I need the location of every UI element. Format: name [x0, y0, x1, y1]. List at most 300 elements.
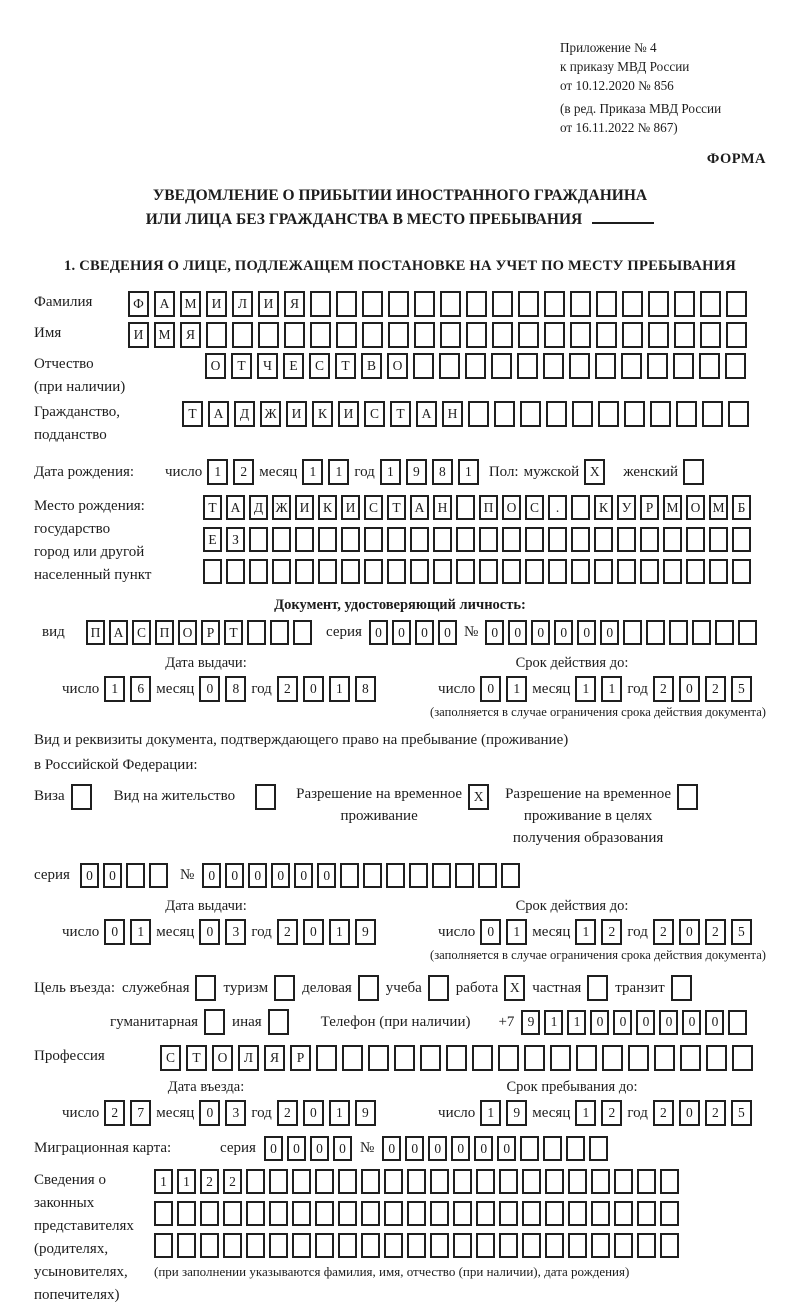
birthplace-row1-cells[interactable]: [203, 495, 751, 520]
stay-month-cells[interactable]: [575, 1100, 622, 1126]
cell-box[interactable]: [569, 353, 590, 379]
cell-box[interactable]: 0: [303, 1100, 324, 1126]
cell-box[interactable]: [310, 322, 331, 348]
cell-box[interactable]: [520, 401, 541, 427]
cell-box[interactable]: Н: [433, 495, 452, 520]
cell-box[interactable]: [479, 559, 498, 584]
cell-box[interactable]: [341, 559, 360, 584]
cell-box[interactable]: 0: [554, 620, 573, 645]
cell-box[interactable]: [518, 291, 539, 317]
cell-box[interactable]: [336, 322, 357, 348]
cell-box[interactable]: И: [286, 401, 307, 427]
cell-box[interactable]: [522, 1201, 541, 1226]
cell-box[interactable]: 0: [480, 676, 501, 702]
cell-box[interactable]: Н: [442, 401, 463, 427]
cell-box[interactable]: 1: [130, 919, 151, 945]
cell-box[interactable]: 1: [329, 1100, 350, 1126]
cell-box[interactable]: 2: [653, 1100, 674, 1126]
cell-box[interactable]: [466, 291, 487, 317]
cell-box[interactable]: [699, 353, 720, 379]
cell-box[interactable]: 9: [521, 1010, 540, 1035]
cell-box[interactable]: 0: [451, 1136, 470, 1161]
stay-day-cells[interactable]: [480, 1100, 527, 1126]
cell-box[interactable]: [295, 527, 314, 552]
cell-box[interactable]: [692, 620, 711, 645]
cell-box[interactable]: [594, 559, 613, 584]
cell-box[interactable]: 1: [575, 676, 596, 702]
visa-checkbox[interactable]: [71, 784, 92, 810]
cell-box[interactable]: 5: [731, 1100, 752, 1126]
cell-box[interactable]: [595, 353, 616, 379]
residence-expiry-day-cells[interactable]: [480, 919, 527, 945]
cell-box[interactable]: [674, 291, 695, 317]
cell-box[interactable]: 5: [731, 919, 752, 945]
cell-box[interactable]: [637, 1169, 656, 1194]
cell-box[interactable]: [223, 1233, 242, 1258]
expiry-year-cells[interactable]: [653, 676, 752, 702]
cell-box[interactable]: [430, 1233, 449, 1258]
cell-box[interactable]: [492, 291, 513, 317]
cell-box[interactable]: [126, 863, 145, 888]
cell-box[interactable]: Т: [186, 1045, 207, 1071]
cell-box[interactable]: 9: [406, 459, 427, 485]
cell-box[interactable]: 2: [705, 919, 726, 945]
cell-box[interactable]: [432, 863, 451, 888]
cell-box[interactable]: 1: [575, 919, 596, 945]
cell-box[interactable]: [363, 863, 382, 888]
cell-box[interactable]: [700, 291, 721, 317]
cell-box[interactable]: 6: [130, 676, 151, 702]
cell-box[interactable]: [683, 459, 704, 485]
cell-box[interactable]: О: [686, 495, 705, 520]
citizenship-cells[interactable]: [182, 401, 749, 427]
entry-year-cells[interactable]: [277, 1100, 376, 1126]
sex-male-checkbox[interactable]: [584, 459, 605, 485]
cell-box[interactable]: [494, 401, 515, 427]
cell-box[interactable]: С: [132, 620, 151, 645]
cell-box[interactable]: [570, 322, 591, 348]
cell-box[interactable]: 2: [104, 1100, 125, 1126]
cell-box[interactable]: [342, 1045, 363, 1071]
cell-box[interactable]: [394, 1045, 415, 1071]
cell-box[interactable]: [544, 322, 565, 348]
cell-box[interactable]: [200, 1233, 219, 1258]
cell-box[interactable]: [249, 559, 268, 584]
name-cells[interactable]: [128, 322, 747, 348]
cell-box[interactable]: 0: [590, 1010, 609, 1035]
cell-box[interactable]: А: [109, 620, 128, 645]
cell-box[interactable]: Т: [335, 353, 356, 379]
cell-box[interactable]: [637, 1233, 656, 1258]
cell-box[interactable]: Т: [182, 401, 203, 427]
cell-box[interactable]: [614, 1233, 633, 1258]
cell-box[interactable]: [413, 353, 434, 379]
cell-box[interactable]: 0: [428, 1136, 447, 1161]
cell-box[interactable]: [476, 1169, 495, 1194]
cell-box[interactable]: Ч: [257, 353, 278, 379]
cell-box[interactable]: 1: [506, 919, 527, 945]
cell-box[interactable]: 0: [333, 1136, 352, 1161]
cell-box[interactable]: Т: [387, 495, 406, 520]
cell-box[interactable]: X: [504, 975, 525, 1001]
cell-box[interactable]: [502, 559, 521, 584]
cell-box[interactable]: П: [155, 620, 174, 645]
cell-box[interactable]: 0: [225, 863, 244, 888]
birthdate-month-cells[interactable]: [302, 459, 349, 485]
cell-box[interactable]: [732, 559, 751, 584]
cell-box[interactable]: Я: [264, 1045, 285, 1071]
cell-box[interactable]: 2: [277, 919, 298, 945]
cell-box[interactable]: 1: [329, 919, 350, 945]
cell-box[interactable]: [472, 1045, 493, 1071]
cell-box[interactable]: 0: [303, 919, 324, 945]
cell-box[interactable]: [570, 291, 591, 317]
cell-box[interactable]: К: [594, 495, 613, 520]
cell-box[interactable]: [591, 1201, 610, 1226]
cell-box[interactable]: [466, 322, 487, 348]
cell-box[interactable]: 1: [329, 676, 350, 702]
cell-box[interactable]: [315, 1233, 334, 1258]
cell-box[interactable]: [384, 1169, 403, 1194]
cell-box[interactable]: 0: [480, 919, 501, 945]
cell-box[interactable]: Л: [232, 291, 253, 317]
cell-box[interactable]: [249, 527, 268, 552]
entry-day-cells[interactable]: [104, 1100, 151, 1126]
cell-box[interactable]: [715, 620, 734, 645]
cell-box[interactable]: [204, 1009, 225, 1035]
cell-box[interactable]: К: [318, 495, 337, 520]
expiry-month-cells[interactable]: [575, 676, 622, 702]
purpose-tourism-checkbox[interactable]: [274, 975, 295, 1001]
cell-box[interactable]: [269, 1169, 288, 1194]
cell-box[interactable]: [568, 1201, 587, 1226]
birthdate-year-cells[interactable]: [380, 459, 479, 485]
cell-box[interactable]: [525, 559, 544, 584]
cell-box[interactable]: 3: [225, 919, 246, 945]
cell-box[interactable]: Ф: [128, 291, 149, 317]
cell-box[interactable]: Я: [180, 322, 201, 348]
cell-box[interactable]: [341, 527, 360, 552]
cell-box[interactable]: 3: [225, 1100, 246, 1126]
cell-box[interactable]: И: [341, 495, 360, 520]
cell-box[interactable]: X: [468, 784, 489, 810]
cell-box[interactable]: [648, 291, 669, 317]
cell-box[interactable]: 1: [177, 1169, 196, 1194]
cell-box[interactable]: [647, 353, 668, 379]
cell-box[interactable]: [338, 1201, 357, 1226]
doc-kind-cells[interactable]: [86, 620, 312, 645]
cell-box[interactable]: 0: [369, 620, 388, 645]
cell-box[interactable]: [726, 322, 747, 348]
cell-box[interactable]: 1: [302, 459, 323, 485]
cell-box[interactable]: [315, 1169, 334, 1194]
cell-box[interactable]: [637, 1201, 656, 1226]
cell-box[interactable]: 8: [432, 459, 453, 485]
cell-box[interactable]: 0: [392, 620, 411, 645]
cell-box[interactable]: [709, 559, 728, 584]
cell-box[interactable]: 0: [103, 863, 122, 888]
cell-box[interactable]: [409, 863, 428, 888]
cell-box[interactable]: 9: [355, 1100, 376, 1126]
cell-box[interactable]: Б: [732, 495, 751, 520]
cell-box[interactable]: [660, 1233, 679, 1258]
cell-box[interactable]: 1: [575, 1100, 596, 1126]
cell-box[interactable]: У: [617, 495, 636, 520]
cell-box[interactable]: [361, 1201, 380, 1226]
cell-box[interactable]: [336, 291, 357, 317]
cell-box[interactable]: [358, 975, 379, 1001]
cell-box[interactable]: 0: [682, 1010, 701, 1035]
cell-box[interactable]: М: [663, 495, 682, 520]
cell-box[interactable]: [706, 1045, 727, 1071]
cell-box[interactable]: [571, 559, 590, 584]
cell-box[interactable]: [660, 1169, 679, 1194]
cell-box[interactable]: 0: [508, 620, 527, 645]
cell-box[interactable]: [524, 1045, 545, 1071]
cell-box[interactable]: [274, 975, 295, 1001]
cell-box[interactable]: [543, 1136, 562, 1161]
cell-box[interactable]: [596, 322, 617, 348]
cell-box[interactable]: [499, 1201, 518, 1226]
cell-box[interactable]: [388, 291, 409, 317]
expiry-day-cells[interactable]: [480, 676, 527, 702]
cell-box[interactable]: [430, 1201, 449, 1226]
cell-box[interactable]: Ж: [272, 495, 291, 520]
cell-box[interactable]: З: [226, 527, 245, 552]
cell-box[interactable]: .: [548, 495, 567, 520]
cell-box[interactable]: [479, 527, 498, 552]
cell-box[interactable]: [572, 401, 593, 427]
cell-box[interactable]: [654, 1045, 675, 1071]
cell-box[interactable]: [246, 1169, 265, 1194]
cell-box[interactable]: [433, 527, 452, 552]
cell-box[interactable]: [591, 1169, 610, 1194]
cell-box[interactable]: 0: [80, 863, 99, 888]
cell-box[interactable]: [677, 784, 698, 810]
cell-box[interactable]: [676, 401, 697, 427]
cell-box[interactable]: [628, 1045, 649, 1071]
cell-box[interactable]: [361, 1233, 380, 1258]
cell-box[interactable]: [571, 495, 590, 520]
cell-box[interactable]: В: [361, 353, 382, 379]
cell-box[interactable]: И: [338, 401, 359, 427]
cell-box[interactable]: [455, 863, 474, 888]
purpose-transit-checkbox[interactable]: [671, 975, 692, 1001]
cell-box[interactable]: [338, 1169, 357, 1194]
cell-box[interactable]: 2: [200, 1169, 219, 1194]
residence-permit-checkbox[interactable]: [255, 784, 276, 810]
cell-box[interactable]: 1: [380, 459, 401, 485]
cell-box[interactable]: [272, 527, 291, 552]
cell-box[interactable]: [315, 1201, 334, 1226]
cell-box[interactable]: О: [212, 1045, 233, 1071]
cell-box[interactable]: [386, 863, 405, 888]
cell-box[interactable]: Е: [283, 353, 304, 379]
cell-box[interactable]: О: [205, 353, 226, 379]
cell-box[interactable]: 9: [355, 919, 376, 945]
cell-box[interactable]: [269, 1233, 288, 1258]
cell-box[interactable]: Р: [290, 1045, 311, 1071]
cell-box[interactable]: [430, 1169, 449, 1194]
cell-box[interactable]: [433, 559, 452, 584]
cell-box[interactable]: М: [180, 291, 201, 317]
cell-box[interactable]: 0: [317, 863, 336, 888]
cell-box[interactable]: С: [364, 495, 383, 520]
cell-box[interactable]: 0: [264, 1136, 283, 1161]
cell-box[interactable]: О: [502, 495, 521, 520]
cell-box[interactable]: [446, 1045, 467, 1071]
cell-box[interactable]: 0: [303, 676, 324, 702]
cell-box[interactable]: [362, 291, 383, 317]
cell-box[interactable]: [728, 1010, 747, 1035]
cell-box[interactable]: 2: [223, 1169, 242, 1194]
cell-box[interactable]: [614, 1201, 633, 1226]
birthplace-row3-cells[interactable]: [203, 559, 751, 584]
residence-expiry-month-cells[interactable]: [575, 919, 622, 945]
temp-permit-checkbox[interactable]: [468, 784, 489, 810]
cell-box[interactable]: [318, 527, 337, 552]
cell-box[interactable]: [414, 322, 435, 348]
cell-box[interactable]: 0: [202, 863, 221, 888]
cell-box[interactable]: [492, 322, 513, 348]
cell-box[interactable]: О: [178, 620, 197, 645]
cell-box[interactable]: [550, 1045, 571, 1071]
cell-box[interactable]: И: [128, 322, 149, 348]
cell-box[interactable]: [456, 495, 475, 520]
cell-box[interactable]: [453, 1169, 472, 1194]
cell-box[interactable]: [410, 559, 429, 584]
cell-box[interactable]: [568, 1233, 587, 1258]
cell-box[interactable]: [364, 527, 383, 552]
cell-box[interactable]: [258, 322, 279, 348]
cell-box[interactable]: А: [410, 495, 429, 520]
cell-box[interactable]: [623, 620, 642, 645]
cell-box[interactable]: [428, 975, 449, 1001]
cell-box[interactable]: [476, 1201, 495, 1226]
cell-box[interactable]: [177, 1201, 196, 1226]
cell-box[interactable]: И: [206, 291, 227, 317]
cell-box[interactable]: Д: [234, 401, 255, 427]
cell-box[interactable]: [387, 527, 406, 552]
cell-box[interactable]: [468, 401, 489, 427]
cell-box[interactable]: [686, 559, 705, 584]
cell-box[interactable]: [203, 559, 222, 584]
cell-box[interactable]: 1: [480, 1100, 501, 1126]
cell-box[interactable]: 2: [705, 676, 726, 702]
cell-box[interactable]: 1: [506, 676, 527, 702]
cell-box[interactable]: [589, 1136, 608, 1161]
cell-box[interactable]: [440, 322, 461, 348]
cell-box[interactable]: 5: [731, 676, 752, 702]
cell-box[interactable]: К: [312, 401, 333, 427]
cell-box[interactable]: [268, 1009, 289, 1035]
cell-box[interactable]: [407, 1233, 426, 1258]
cell-box[interactable]: 0: [577, 620, 596, 645]
cell-box[interactable]: [648, 322, 669, 348]
cell-box[interactable]: [292, 1233, 311, 1258]
cell-box[interactable]: [546, 401, 567, 427]
cell-box[interactable]: [640, 527, 659, 552]
cell-box[interactable]: Т: [203, 495, 222, 520]
entry-month-cells[interactable]: [199, 1100, 246, 1126]
cell-box[interactable]: [310, 291, 331, 317]
cell-box[interactable]: [702, 401, 723, 427]
cell-box[interactable]: [566, 1136, 585, 1161]
cell-box[interactable]: [149, 863, 168, 888]
cell-box[interactable]: 2: [601, 1100, 622, 1126]
cell-box[interactable]: [340, 863, 359, 888]
cell-box[interactable]: [284, 322, 305, 348]
cell-box[interactable]: 0: [382, 1136, 401, 1161]
cell-box[interactable]: А: [416, 401, 437, 427]
cell-box[interactable]: [598, 401, 619, 427]
migration-number-cells[interactable]: [382, 1136, 608, 1161]
cell-box[interactable]: [650, 401, 671, 427]
cell-box[interactable]: [602, 1045, 623, 1071]
cell-box[interactable]: С: [309, 353, 330, 379]
cell-box[interactable]: [292, 1169, 311, 1194]
cell-box[interactable]: [568, 1169, 587, 1194]
cell-box[interactable]: [640, 559, 659, 584]
cell-box[interactable]: 0: [287, 1136, 306, 1161]
cell-box[interactable]: Т: [390, 401, 411, 427]
cell-box[interactable]: [272, 559, 291, 584]
cell-box[interactable]: 2: [705, 1100, 726, 1126]
cell-box[interactable]: [440, 291, 461, 317]
purpose-humanitarian-checkbox[interactable]: [204, 1009, 225, 1035]
cell-box[interactable]: [420, 1045, 441, 1071]
cell-box[interactable]: 0: [679, 676, 700, 702]
cell-box[interactable]: [669, 620, 688, 645]
cell-box[interactable]: М: [154, 322, 175, 348]
cell-box[interactable]: [439, 353, 460, 379]
cell-box[interactable]: [617, 559, 636, 584]
cell-box[interactable]: [738, 620, 757, 645]
cell-box[interactable]: [617, 527, 636, 552]
cell-box[interactable]: 8: [355, 676, 376, 702]
cell-box[interactable]: А: [154, 291, 175, 317]
cell-box[interactable]: [725, 353, 746, 379]
issue-month-cells[interactable]: [199, 676, 246, 702]
cell-box[interactable]: [453, 1201, 472, 1226]
cell-box[interactable]: [686, 527, 705, 552]
cell-box[interactable]: [545, 1169, 564, 1194]
cell-box[interactable]: [478, 863, 497, 888]
birthdate-day-cells[interactable]: [207, 459, 254, 485]
cell-box[interactable]: И: [295, 495, 314, 520]
cell-box[interactable]: 8: [225, 676, 246, 702]
guardians-row1-cells[interactable]: [154, 1169, 679, 1194]
cell-box[interactable]: [646, 620, 665, 645]
cell-box[interactable]: 1: [104, 676, 125, 702]
cell-box[interactable]: [293, 620, 312, 645]
cell-box[interactable]: [498, 1045, 519, 1071]
cell-box[interactable]: [453, 1233, 472, 1258]
cell-box[interactable]: [709, 527, 728, 552]
cell-box[interactable]: П: [86, 620, 105, 645]
cell-box[interactable]: [660, 1201, 679, 1226]
cell-box[interactable]: [594, 527, 613, 552]
cell-box[interactable]: Л: [238, 1045, 259, 1071]
cell-box[interactable]: 0: [636, 1010, 655, 1035]
cell-box[interactable]: 0: [415, 620, 434, 645]
cell-box[interactable]: X: [584, 459, 605, 485]
cell-box[interactable]: 0: [438, 620, 457, 645]
cell-box[interactable]: [621, 353, 642, 379]
purpose-work-checkbox[interactable]: [504, 975, 525, 1001]
cell-box[interactable]: [255, 784, 276, 810]
cell-box[interactable]: [292, 1201, 311, 1226]
